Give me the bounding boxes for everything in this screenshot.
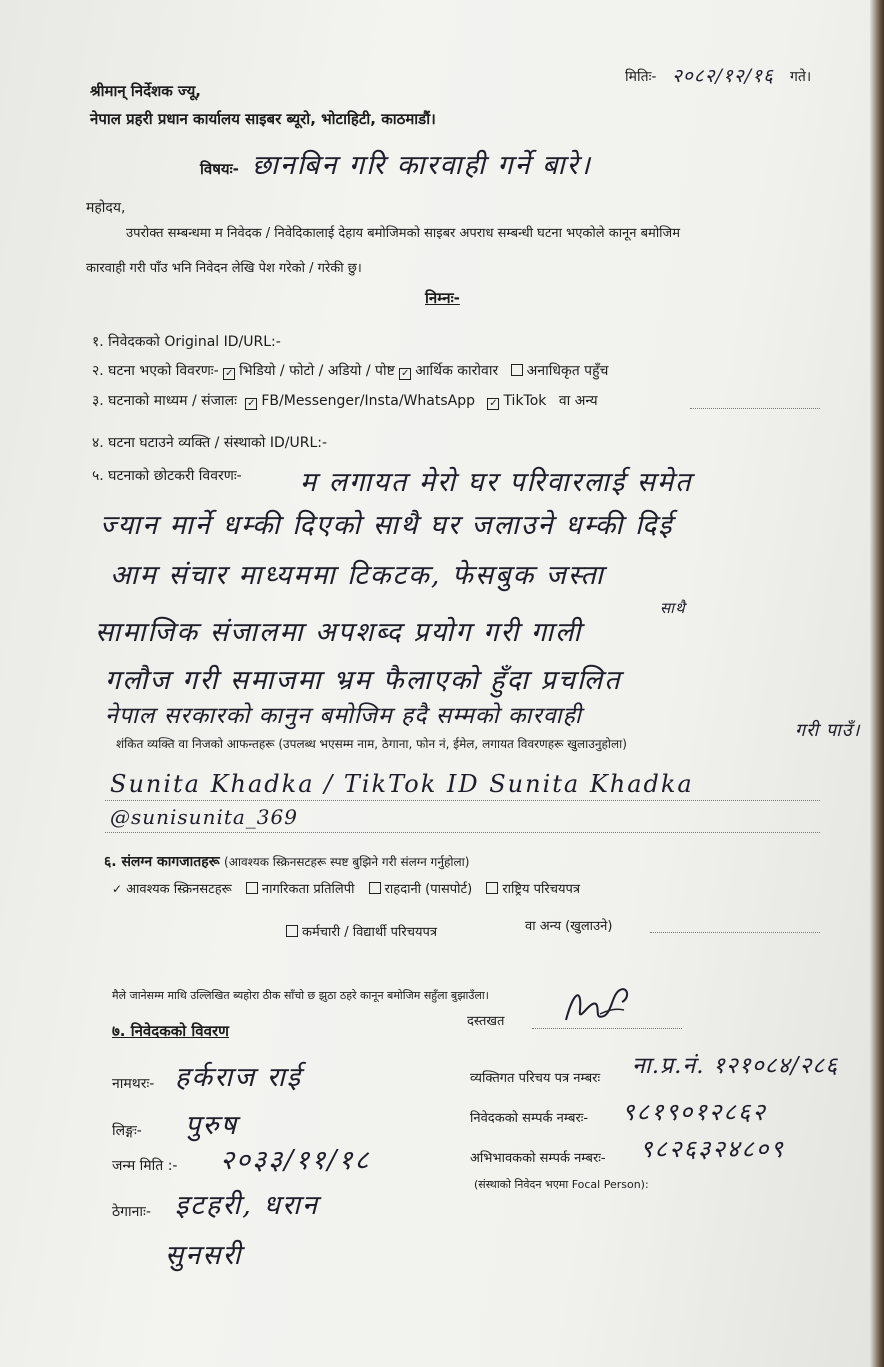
narrative-insert: साथै — [660, 599, 686, 617]
other-medium-line — [690, 408, 820, 409]
subject-value: छानबिन गरि कारवाही गर्ने बारे। — [252, 150, 592, 181]
signature-label: दस्तखत — [467, 1014, 505, 1029]
focal-person-note: (संस्थाको निवेदन भएमा Focal Person): — [474, 1178, 649, 1191]
narrative-line-7: गरी पाउँ। — [795, 720, 861, 741]
dob-label: जन्म मिति :- — [112, 1158, 178, 1174]
signature-mark — [560, 980, 640, 1030]
declaration: मैले जानेसम्म माथि उल्लिखित ब्यहोरा ठीक साँचो छ झुठा ठहरे कानून बमोजिम सहुँला बुझाउँला। — [112, 989, 489, 1002]
checkbox-citizenship[interactable] — [246, 882, 258, 894]
dob-value: २०३३/११/१८ — [220, 1145, 371, 1176]
option-other: वा अन्य — [558, 393, 598, 409]
address-value-1: इटहरी, धरान — [175, 1190, 320, 1221]
gender-label: लिङ्गः- — [112, 1123, 142, 1139]
narrative-line-1: म लगायत मेरो घर परिवारलाई समेत — [300, 467, 693, 498]
option-unauthorized: अनाधिकृत पहुँच — [526, 363, 609, 379]
option-passport: राहदानी (पासपोर्ट) — [384, 882, 473, 897]
narrative-line-4: सामाजिक संजालमा अपशब्द प्रयोग गरी गाली — [95, 617, 583, 648]
guardian-value: ९८२६३२४८०९ — [640, 1135, 785, 1163]
item-attachments-note: (आवश्यक स्क्रिनसटहरू स्पष्ट बुझिने गरी संलग्न गर्नुहोला) — [224, 855, 470, 869]
item-incident-type — [92, 362, 608, 380]
address-label: ठेगानाः- — [112, 1204, 151, 1220]
narrative-line-6: नेपाल सरकारको कानुन बमोजिम हदै सम्मको कारवाही — [105, 703, 582, 729]
suspect-label: शंकित व्यक्ति वा निजको आफन्तहरू (उपलब्ध भएसम्म नाम, ठेगाना, फोन नं, ईमेल, लगायत विवरणहरू खुलाउनुहोला) — [116, 737, 627, 751]
contact-label: निवेदकको सम्पर्क नम्बरः- — [470, 1111, 589, 1126]
option-screenshots: आवश्यक स्क्रिनसटहरू — [126, 882, 232, 897]
gender-value: पुरुष — [185, 1110, 239, 1141]
intro-line-2: कारवाही गरी पाँउ भनि निवेदन लेखि पेश गरेको / गरेकी छु। — [86, 261, 362, 276]
subject-label: विषयः- — [200, 160, 239, 178]
other-attachment-line — [650, 932, 820, 933]
name-label: नामथरः- — [112, 1076, 155, 1092]
checkbox-passport[interactable] — [369, 882, 381, 894]
name-value: हर्कराज राई — [175, 1062, 303, 1093]
checkbox-video-photo[interactable]: ✓ — [224, 368, 234, 379]
item-original-id: १. निवेदकको Original ID/URL:- — [92, 334, 281, 350]
office-address: नेपाल प्रहरी प्रधान कार्यालय साइबर ब्यूरो, भोटाहिटी, काठमाडौं। — [90, 110, 436, 128]
item-summary-label: ५. घटनाको छोटकरी विवरणः- — [92, 468, 242, 484]
checkbox-employee-student-id[interactable] — [286, 925, 298, 937]
section-title: निम्नः- — [425, 289, 460, 307]
option-fb-messenger: FB/Messenger/Insta/WhatsApp — [261, 393, 475, 409]
address-value-2: सुनसरी — [165, 1240, 243, 1271]
item-medium — [92, 392, 598, 410]
attachment-options-row-1 — [112, 880, 580, 899]
applicant-section-title: ७. निवेदकको विवरण — [112, 1022, 229, 1040]
item-attachments — [104, 853, 469, 871]
option-citizenship: नागरिकता प्रतिलिपी — [261, 882, 355, 897]
date-suffix: गते। — [790, 69, 812, 85]
suspect-line-1: Sunita Khadka / TikTok ID Sunita Khadka — [110, 770, 694, 798]
contact-value: ९८१९०१२८६२ — [622, 1098, 767, 1126]
salutation: महोदय, — [86, 200, 126, 216]
item-incident-type-label: २. घटना भएको विवरणः- — [92, 363, 219, 379]
narrative-line-3: आम संचार माध्यममा टिकटक, फेसबुक जस्ता — [110, 560, 605, 591]
id-value: ना.प्र.नं. १२१०८४/२८६ — [632, 1053, 839, 1079]
option-financial: आर्थिक कारोवार — [415, 363, 499, 379]
suspect-dotted-line-2 — [105, 832, 820, 833]
option-video-photo: भिडियो / फोटो / अडियो / पोष्ट — [239, 363, 395, 379]
item-perpetrator-id: ४. घटना घटाउने व्यक्ति / संस्थाको ID/URL:- — [92, 435, 328, 451]
checkbox-tiktok[interactable]: ✓ — [489, 398, 498, 409]
tick-screenshots[interactable]: ✓ — [112, 882, 123, 896]
suspect-line-2: @sunisunita_369 — [110, 805, 298, 829]
date-label: मितिः- — [625, 69, 657, 85]
checkbox-financial[interactable]: ✓ — [401, 368, 410, 379]
intro-line-1: उपरोक्त सम्बन्धमा म निवेदक / निवेदिकालाई देहाय बमोजिमको साइबर अपराध सम्बन्धी घटना भएकोले कानून बमोजिम — [126, 226, 680, 241]
attachment-options-row-2 — [286, 924, 437, 942]
item-attachments-label: ६. संलग्न कागजातहरू — [104, 854, 220, 870]
addressee: श्रीमान् निर्देशक ज्यू, — [90, 82, 202, 100]
checkbox-fb-messenger[interactable]: ✓ — [247, 398, 256, 409]
checkbox-national-id[interactable] — [486, 882, 498, 894]
narrative-line-5: गलौज गरी समाजमा भ्रम फैलाएको हुँदा प्रचलित — [105, 665, 622, 696]
narrative-line-2: ज्यान मार्ने धम्की दिएको साथै घर जलाउने धम्की दिई — [100, 510, 674, 541]
guardian-label: अभिभावकको सम्पर्क नम्बरः- — [470, 1151, 606, 1166]
suspect-dotted-line-1 — [105, 800, 820, 801]
option-other-attachment: वा अन्य (खुलाउने) — [525, 919, 613, 934]
checkbox-unauthorized[interactable] — [511, 364, 523, 376]
option-employee-student-id: कर्मचारी / विद्यार्थी परिचयपत्र — [302, 925, 438, 940]
item-medium-label: ३. घटनाको माध्यम / संजालः — [92, 393, 237, 409]
id-label: व्यक्तिगत परिचय पत्र नम्बरः — [470, 1071, 601, 1086]
option-tiktok: TikTok — [503, 393, 547, 409]
page-edge-shadow — [870, 0, 884, 1367]
option-national-id: राष्ट्रिय परिचयपत्र — [502, 882, 581, 897]
date-value: २०८२/१२/१६ — [672, 65, 774, 87]
